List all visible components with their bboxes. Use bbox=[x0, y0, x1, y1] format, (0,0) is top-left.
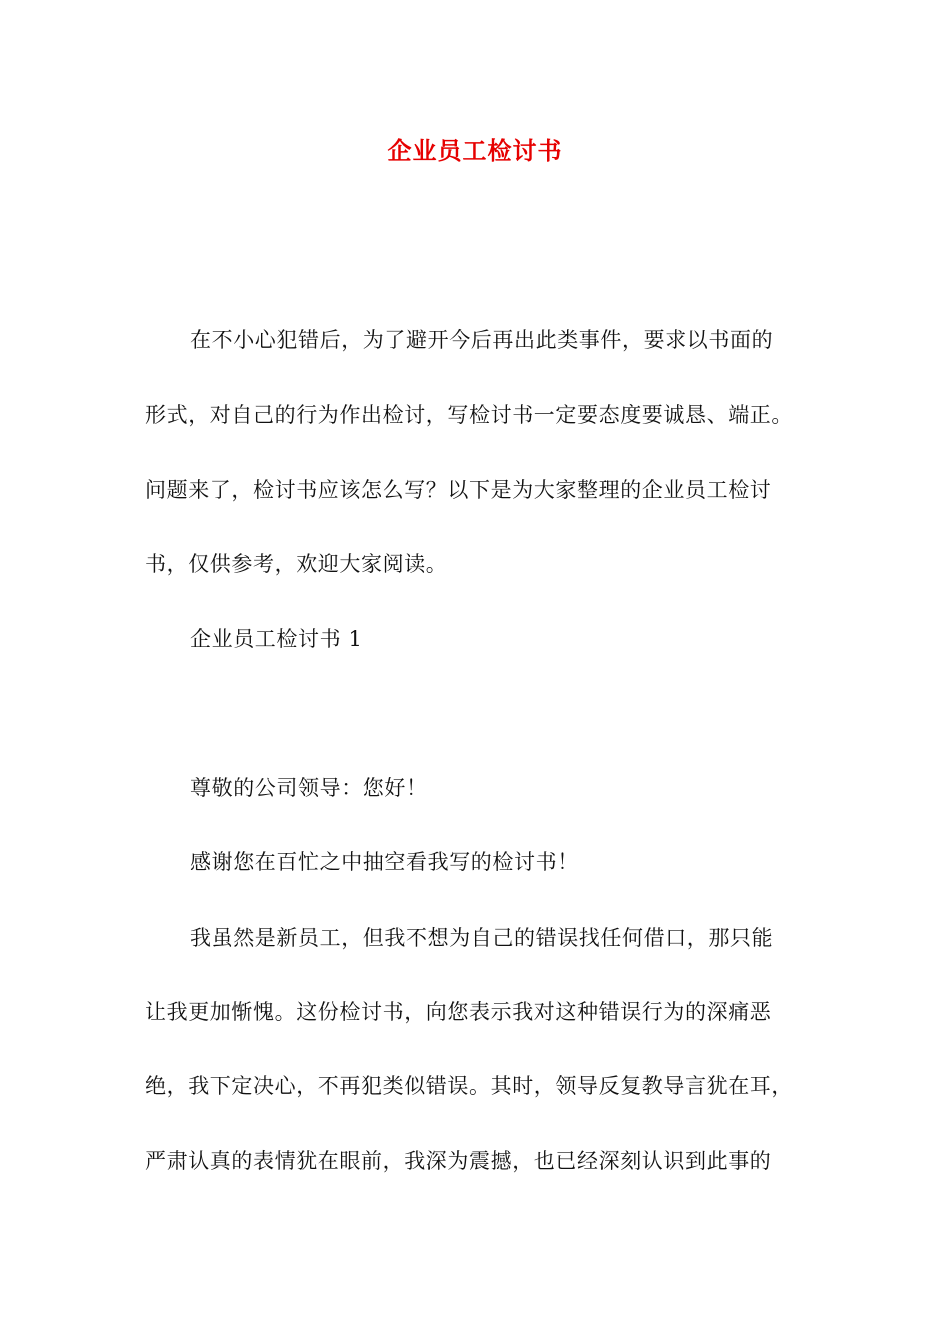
paragraph-line: 形式，对自己的行为作出检讨，写检讨书一定要态度要诚恳、端正。 bbox=[145, 403, 793, 427]
paragraph-line: 我虽然是新员工，但我不想为自己的错误找任何借口，那只能 bbox=[190, 926, 774, 950]
paragraph-line: 在不小心犯错后，为了避开今后再出此类事件，要求以书面的 bbox=[190, 328, 774, 352]
salutation-line: 尊敬的公司领导：您好！ bbox=[190, 776, 428, 800]
paragraph-line: 绝，我下定决心，不再犯类似错误。其时，领导反复教导言犹在耳， bbox=[145, 1074, 793, 1098]
paragraph-line: 感谢您在百忙之中抽空看我写的检讨书！ bbox=[190, 850, 579, 874]
section-heading: 企业员工检讨书 1 bbox=[190, 627, 363, 651]
document-title: 企业员工检讨书 bbox=[387, 136, 563, 165]
paragraph-line: 问题来了，检讨书应该怎么写？以下是为大家整理的企业员工检讨 bbox=[145, 478, 772, 502]
paragraph-line: 书，仅供参考，欢迎大家阅读。 bbox=[145, 552, 448, 576]
paragraph-line: 严肃认真的表情犹在眼前，我深为震撼，也已经深刻认识到此事的 bbox=[145, 1149, 772, 1173]
paragraph-line: 让我更加惭愧。这份检讨书，向您表示我对这种错误行为的深痛恶 bbox=[145, 1000, 772, 1024]
